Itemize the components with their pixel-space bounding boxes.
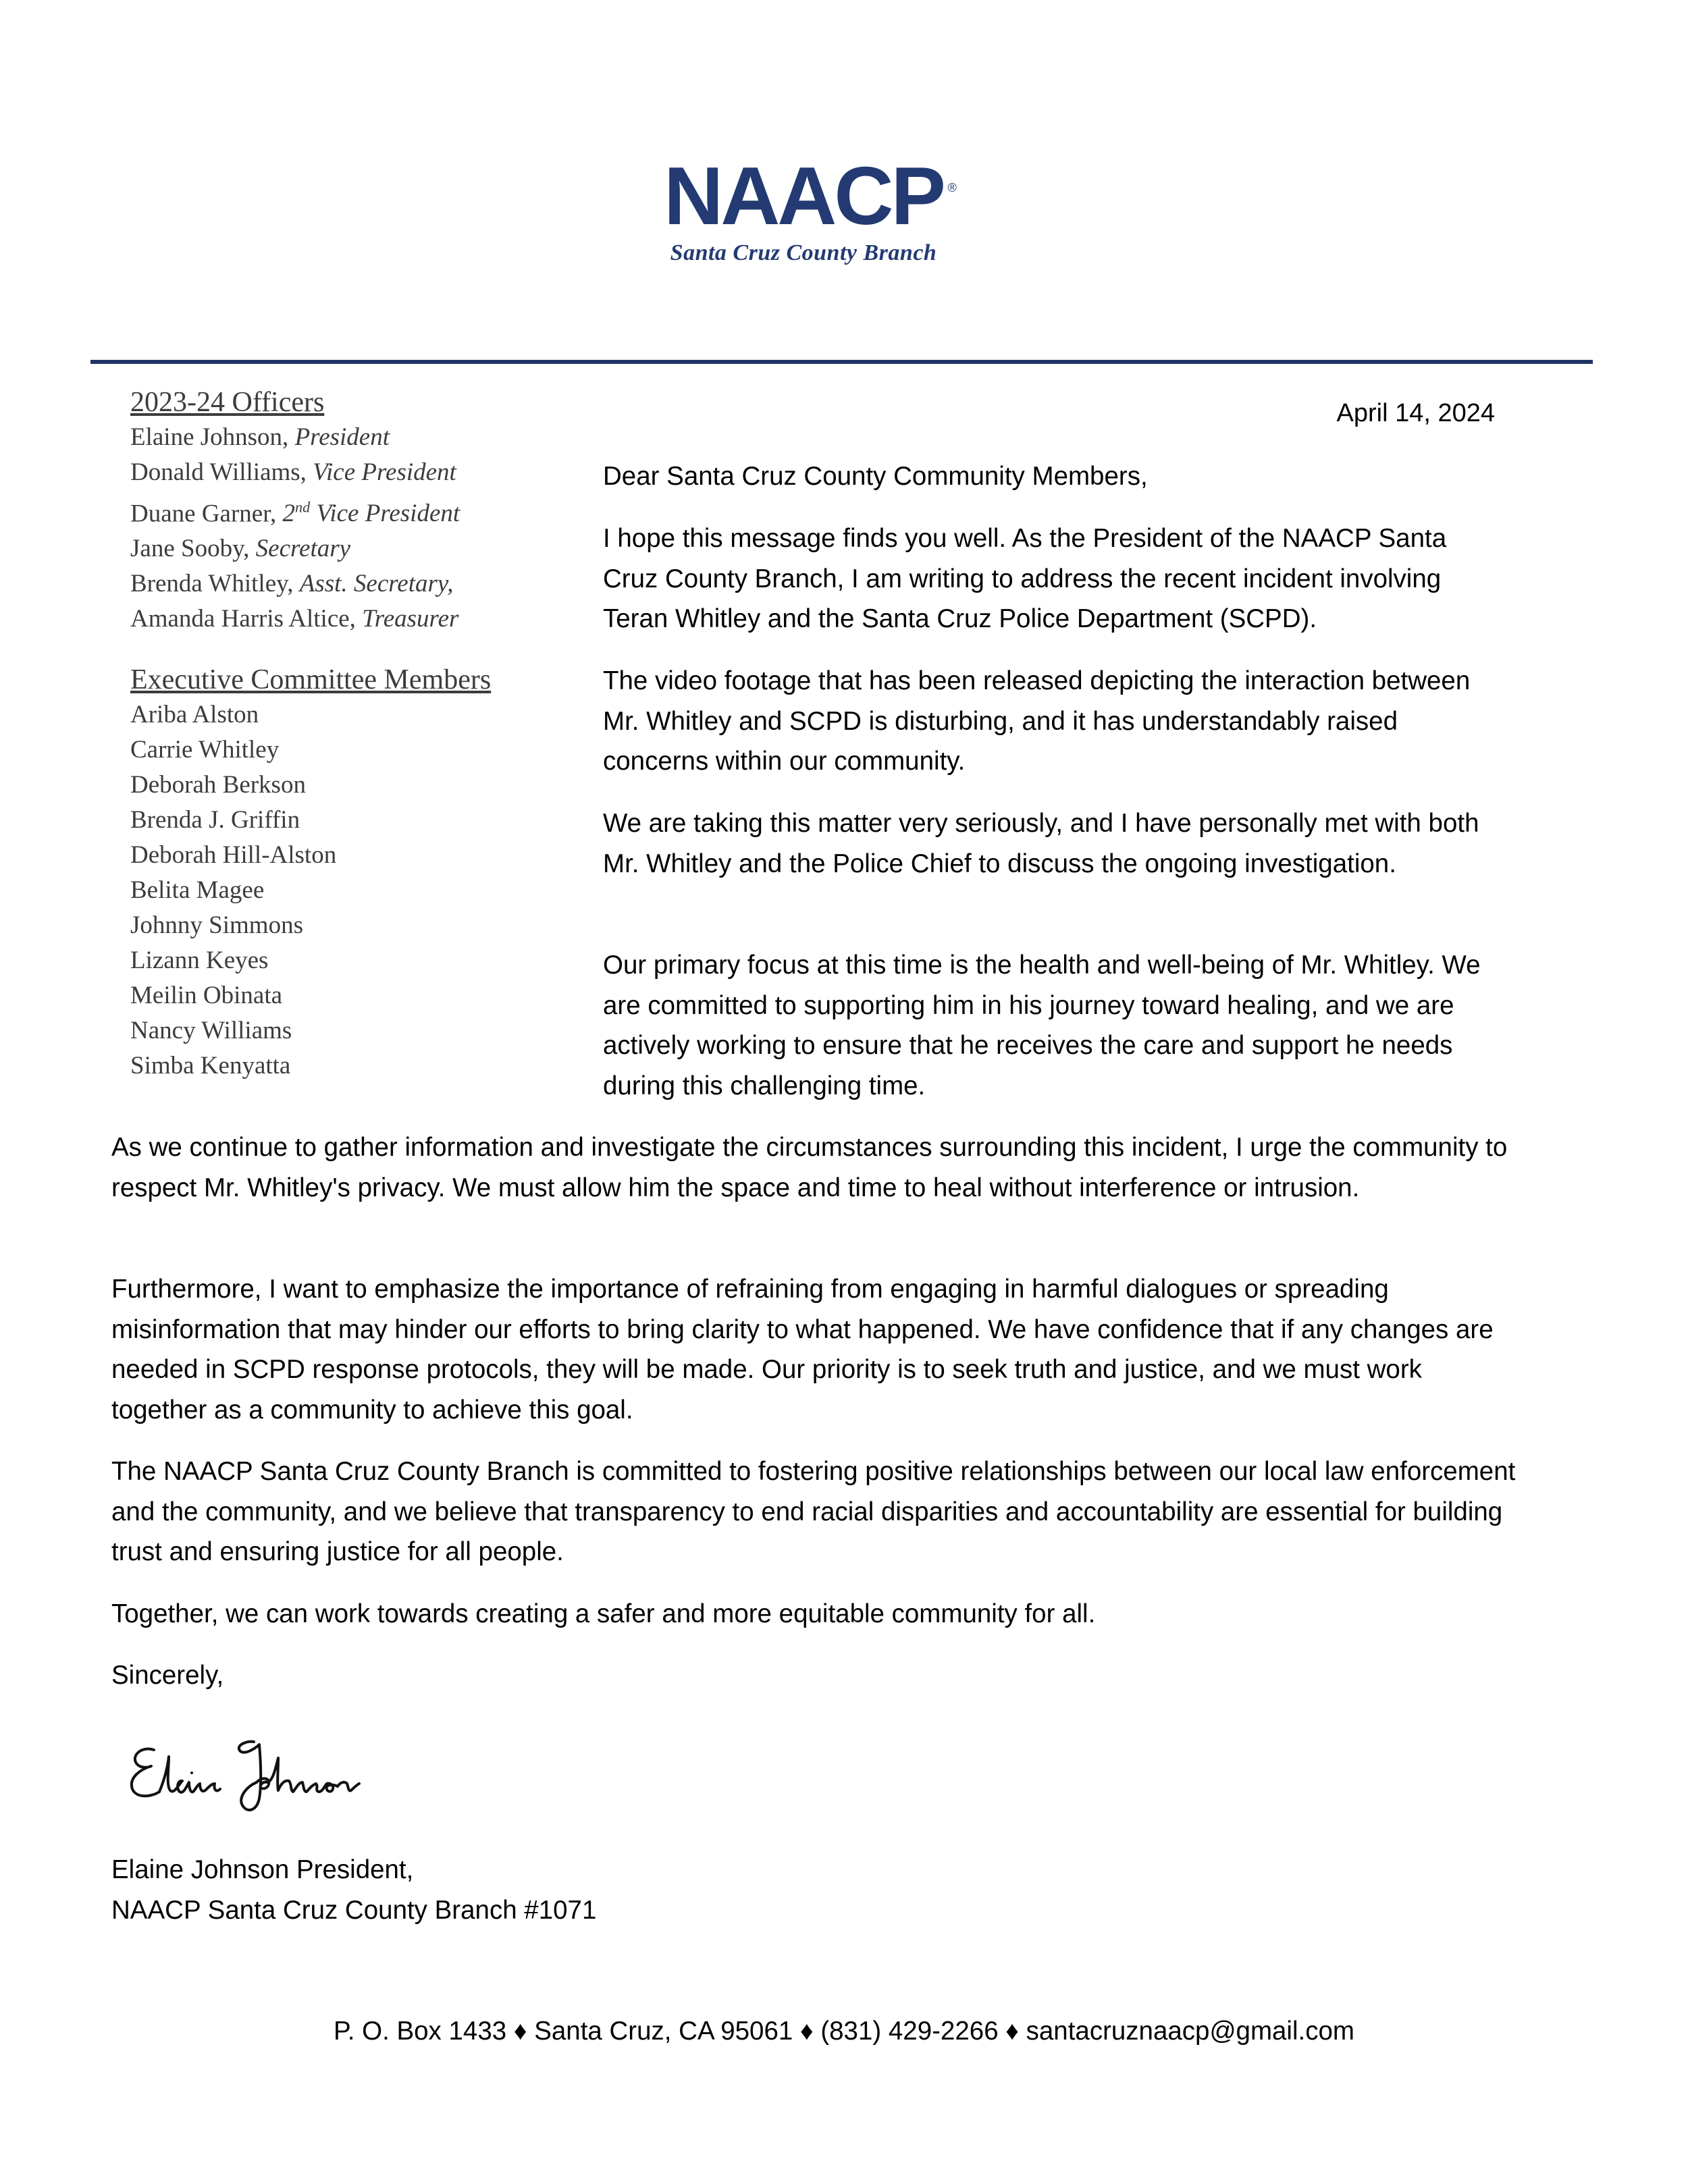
officer-title: Secretary [255, 535, 351, 563]
officer-item [130, 490, 576, 531]
footer-contact: P. O. Box 1433 ♦ Santa Cruz, CA 95061 ♦ (831) 429-2266 ♦ santacruznaacp@gmail.com [334, 2017, 1354, 2046]
signature [122, 1728, 392, 1816]
signer-organization: NAACP Santa Cruz County Branch #1071 [111, 1896, 597, 1925]
letter-paragraph: We are taking this matter very seriously, and I have personally met with both Mr. Whitley and the Police Chief to discuss the ongoing investigation. [603, 809, 1479, 878]
officer-item [130, 566, 576, 602]
committee-member: Ariba Alston [130, 701, 259, 729]
committee-member: Nancy Williams [130, 1017, 292, 1045]
officers-heading: 2023-24 Officers [130, 387, 325, 418]
committee-member: Deborah Hill-Alston [130, 841, 337, 870]
branch-name: Santa Cruz County Branch [670, 240, 937, 265]
committee-member: Meilin Obinata [130, 982, 283, 1010]
letter-paragraph: Together, we can work towards creating a safer and more equitable community for all. [111, 1599, 1096, 1628]
letter-paragraph: As we continue to gather information and investigate the circumstances surrounding this incident, I urge the community to respect Mr. Whitley's privacy. We must allow him the space and time to heal without interference or intrusion. [111, 1133, 1508, 1202]
committee-member: Lizann Keyes [130, 947, 269, 975]
closing: Sincerely, [111, 1661, 224, 1690]
letter-paragraph: Furthermore, I want to emphasize the importance of refraining from engaging in harmful dialogues or spreading misinformation that may hinder our efforts to bring clarity to what happened. We have confidence that if any changes are needed in SCPD response protocols, they will be made. Our priority is to seek truth and justice, and we must work together as a community to achieve this goal. [111, 1275, 1494, 1424]
sidebar [130, 385, 576, 1084]
committee-member: Simba Kenyatta [130, 1052, 291, 1080]
officer-name: Brenda Whitley, [130, 570, 300, 598]
letter-date: April 14, 2024 [1336, 399, 1495, 427]
committee-member: Brenda J. Griffin [130, 806, 300, 834]
officer-item [130, 531, 576, 566]
logo-text: NAACP [664, 150, 943, 242]
letter-paragraph: Our primary focus at this time is the health and well-being of Mr. Whitley. We are committed to supporting him in his journey toward healing, and we are actively working to ensure that he receives the care and support he needs during this challenging time. [603, 951, 1481, 1100]
officer-name: Elaine Johnson, [130, 423, 295, 451]
officer-item [130, 420, 576, 455]
salutation: Dear Santa Cruz County Community Members, [603, 462, 1148, 491]
officer-name: Jane Sooby, [130, 535, 256, 563]
committee-member: Belita Magee [130, 876, 265, 905]
officer-title: Vice President [313, 458, 456, 486]
header-divider [90, 360, 1593, 364]
letter-paragraph: The NAACP Santa Cruz County Branch is committed to fostering positive relationships between our local law enforcement and the community, and we believe that transparency to end racial disparities and accountability are essential for building trust and ensuring justice for all people. [111, 1457, 1516, 1566]
committee-member: Johnny Simmons [130, 911, 303, 940]
officer-title: 2nd Vice President [282, 499, 460, 528]
naacp-logo [648, 150, 959, 284]
letter-paragraph: I hope this message finds you well. As the President of the NAACP Santa Cruz County Branch, I am writing to address the recent incident involving Teran Whitley and the Santa Cruz Police Department (SCPD). [603, 524, 1447, 633]
letter-paragraph: The video footage that has been released depicting the interaction between Mr. Whitley and SCPD is disturbing, and it has understandably raised concerns within our community. [603, 666, 1471, 776]
logo-wordmark [664, 150, 957, 242]
committee-member: Carrie Whitley [130, 736, 280, 764]
officer-title: Treasurer [362, 605, 459, 633]
officer-item [130, 455, 576, 490]
registered-mark: ® [947, 181, 957, 194]
signer-name: Elaine Johnson President, [111, 1855, 414, 1884]
officer-name: Amanda Harris Altice, [130, 605, 363, 633]
officer-item [130, 602, 576, 637]
committee-list [130, 697, 576, 1084]
officer-title: Asst. Secretary, [299, 570, 454, 598]
committee-member: Deborah Berkson [130, 771, 306, 799]
officer-title: President [294, 423, 390, 451]
officer-name: Duane Garner, [130, 500, 283, 528]
committee-heading: Executive Committee Members [130, 664, 492, 696]
officer-name: Donald Williams, [130, 458, 313, 486]
officers-list [130, 420, 576, 637]
